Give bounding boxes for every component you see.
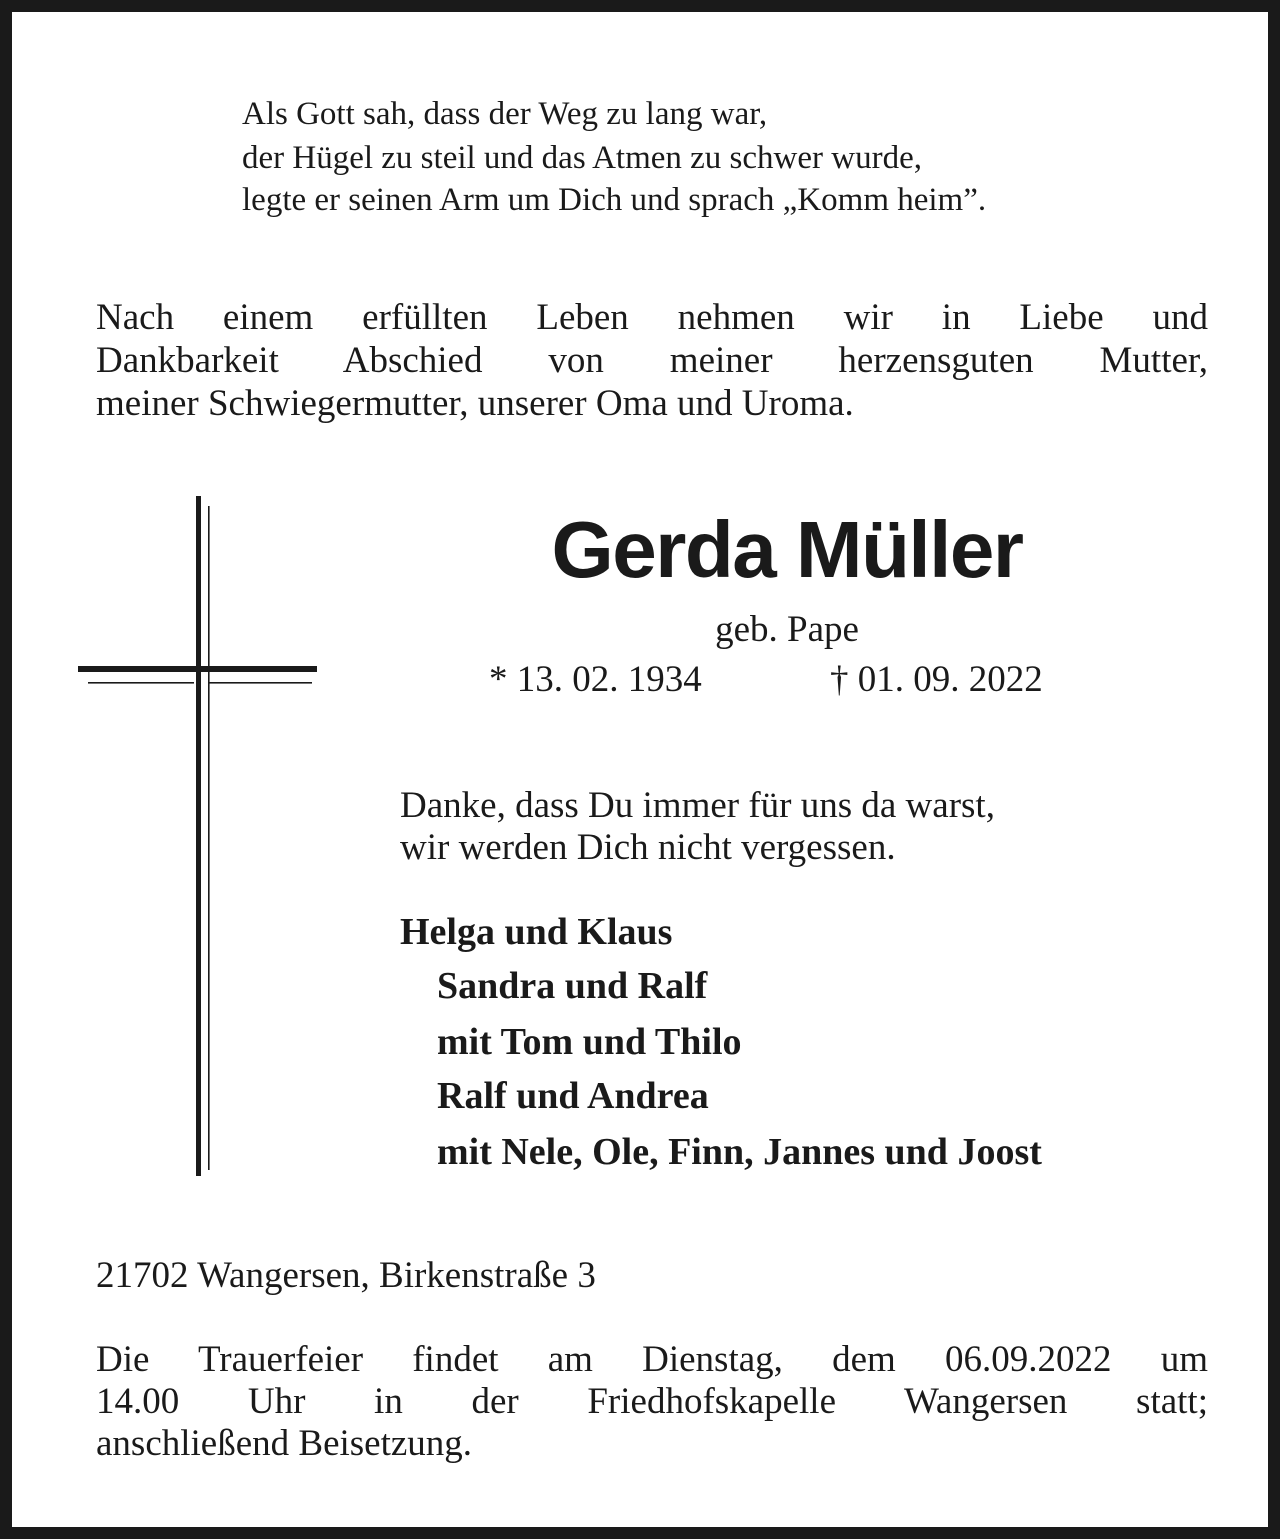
- address: 21702 Wangersen, Birkenstraße 3: [96, 1255, 596, 1296]
- maiden-name: geb. Pape: [715, 609, 859, 650]
- poem-line: Als Gott sah, dass der Weg zu lang war,: [242, 96, 768, 132]
- mourner-line: mit Tom und Thilo: [437, 1021, 742, 1063]
- mourner-line: Helga und Klaus: [400, 911, 673, 953]
- mourner-line: mit Nele, Ole, Finn, Jannes und Joost: [437, 1131, 1042, 1173]
- thanks-line: wir werden Dich nicht vergessen.: [400, 827, 896, 868]
- mourner-line: Ralf und Andrea: [437, 1075, 709, 1117]
- ceremony-line: 14.00 Uhr in der Friedhofskapelle Wangersen statt;: [96, 1381, 1208, 1422]
- birth-date: * 13. 02. 1934: [489, 659, 702, 700]
- poem-line: legte er seinen Arm um Dich und sprach „Komm heim”.: [242, 182, 987, 218]
- deceased-name: Gerda Müller: [551, 505, 1023, 594]
- ceremony-line: anschließend Beisetzung.: [96, 1423, 473, 1464]
- mourner-line: Sandra und Ralf: [437, 965, 708, 1007]
- death-date: † 01. 09. 2022: [830, 659, 1043, 700]
- latin-cross-icon: [72, 492, 332, 1182]
- ceremony-line: Die Trauerfeier findet am Dienstag, dem 06.09.2022 um: [96, 1339, 1208, 1380]
- intro-line: Dankbarkeit Abschied von meiner herzensguten Mutter,: [96, 340, 1208, 381]
- intro-line: Nach einem erfüllten Leben nehmen wir in Liebe und: [96, 297, 1208, 338]
- thanks-line: Danke, dass Du immer für uns da warst,: [400, 785, 995, 826]
- poem-line: der Hügel zu steil und das Atmen zu schwer wurde,: [242, 140, 922, 176]
- intro-line: meiner Schwiegermutter, unserer Oma und Uroma.: [96, 383, 854, 424]
